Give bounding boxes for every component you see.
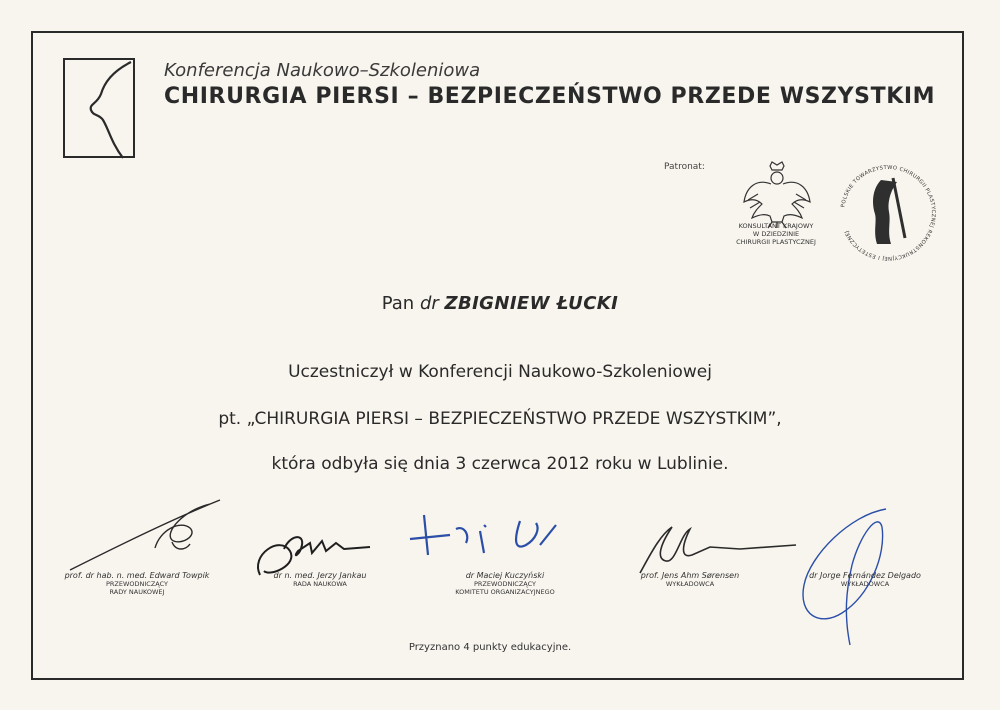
signatory-kuczynski xyxy=(440,571,570,596)
breast-silhouette-icon xyxy=(65,60,137,160)
conference-title-statement: pt. „CHIRURGIA PIERSI – BEZPIECZEŃSTWO PRZEDE WSZYSTKIM”, xyxy=(218,409,782,429)
signatory-role xyxy=(790,580,940,588)
signatory-role-line: RADY NAUKOWEJ xyxy=(109,588,165,596)
eagle-caption-line: KONSULTANT KRAJOWY xyxy=(738,222,814,230)
date-location-statement: która odbyła się dnia 3 czerwca 2012 roku w Lublinie. xyxy=(271,454,729,474)
signatory-role-line: PRZEWODNICZĄCY xyxy=(473,580,537,588)
signatory-role-line: WYKŁADOWCA xyxy=(665,580,715,588)
signatory-role xyxy=(440,580,570,596)
signatory-role xyxy=(265,580,375,588)
patronage-label: Patronat: xyxy=(664,162,705,172)
education-points-note: Przyznano 4 punkty edukacyjne. xyxy=(408,642,572,653)
recipient-line xyxy=(0,293,1000,314)
signatory-name: dr Jorge Fernández Delgado xyxy=(809,571,921,580)
conference-subtitle: Konferencja Naukowo–Szkoleniowa xyxy=(164,60,481,81)
conference-logo xyxy=(63,58,135,158)
seal-ring-text: POLSKIE TOWARZYSTWO CHIRURGII PLASTYCZNEJ REKONSTRUKCYJNEJ I ESTETYCZNEJ xyxy=(840,164,937,262)
signatory-role-line: KOMITETU ORGANIZACYJNEGO xyxy=(455,588,555,596)
signatory-name: dr Maciej Kuczyński xyxy=(465,571,545,580)
plastic-surgery-society-seal xyxy=(833,158,943,268)
signatory-name: prof. dr hab. n. med. Edward Towpik xyxy=(64,571,210,580)
recipient-title: dr xyxy=(419,293,439,314)
signatory-role xyxy=(625,580,755,588)
signatory-role xyxy=(62,580,212,596)
recipient-name: ZBIGNIEW ŁUCKI xyxy=(444,293,619,314)
eagle-caption-line: CHIRURGII PLASTYCZNEJ xyxy=(736,238,816,246)
signatory-role-line: RADA NAUKOWA xyxy=(293,580,347,588)
recipient-prefix: Pan xyxy=(381,293,415,314)
signatory-sorensen xyxy=(625,571,755,588)
signatory-delgado xyxy=(790,571,940,588)
signatory-jankau xyxy=(265,571,375,588)
signatory-role-line: PRZEWODNICZĄCY xyxy=(105,580,169,588)
signatory-towpik xyxy=(62,571,212,596)
signatory-role-line: WYKŁADOWCA xyxy=(840,580,890,588)
national-consultant-caption xyxy=(724,222,828,246)
conference-title: CHIRURGIA PIERSI – BEZPIECZEŃSTWO PRZEDE WSZYSTKIM xyxy=(164,84,936,109)
signature-kuczynski xyxy=(400,505,580,575)
eagle-caption-line: W DZIEDZINIE xyxy=(752,230,800,238)
signatory-name: prof. Jens Ahm Sørensen xyxy=(640,571,740,580)
signatory-name: dr n. med. Jerzy Jankau xyxy=(273,571,367,580)
signature-towpik xyxy=(60,480,260,580)
participation-statement: Uczestniczył w Konferencji Naukowo-Szkoleniowej xyxy=(288,362,712,382)
